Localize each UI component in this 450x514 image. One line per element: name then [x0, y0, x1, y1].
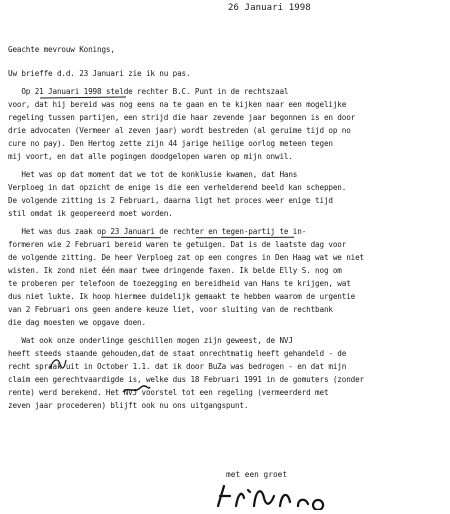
body-line: rente) werd berekend. Het NVJ voorstel tot een regeling (vermeerderd met	[8, 388, 329, 397]
body-line: De volgende zitting is 2 Februari, daarna ligt het proces weer enige tijd	[8, 196, 333, 205]
body-line: Het was op dat moment dat we tot de konklusie kwamen, dat Hans	[8, 170, 298, 179]
letter-date: 26 Januari 1998	[228, 3, 311, 13]
handwritten-correction	[120, 383, 152, 397]
body-line: wisten. Ik zond niet één maar twee dringende faxen. Ik belde Elly S. nog om	[8, 266, 342, 275]
underline-mark	[196, 237, 294, 239]
body-line: te proberen per telefoon de toezegging en bereidheid van Hans te krijgen, wat	[8, 279, 351, 288]
underline-mark	[101, 237, 161, 238]
body-line: mij voort, en dat alle pogingen doodgelopen waren op mijn onwil.	[8, 152, 293, 161]
body-line: Verploeg in dat opzicht de enige is die een verhelderend beeld kan scheppen.	[8, 183, 347, 192]
body-line: Het was dus zaak op 23 Januari de rechter en tegen-partij te in-	[8, 227, 307, 236]
body-line: cure no pay). Den Hertog zette zijn 44 jarige heilige oorlog meteen tegen	[8, 139, 333, 148]
body-line: stil omdat ik geopereerd moet worden.	[8, 209, 173, 218]
body-line: Uw brieffe d.d. 23 Januari zie ik nu pas.	[8, 69, 191, 78]
body-line: de volgende zitting. De heer Verploeg zat op een congres in Den Haag wat we niet	[8, 253, 365, 262]
salutation: Geachte mevrouw Konings,	[8, 45, 115, 54]
closing-greeting: met een groet	[226, 470, 288, 479]
body-line: regeling tussen partijen, een strijd die haar zevende jaar begonnen is en door	[8, 113, 356, 122]
body-line: Wat ook onze onderlinge geschillen mogen zijn geweest, de NVJ	[8, 336, 293, 345]
underline-mark	[40, 97, 126, 99]
body-line: zeven jaar procederen) blijft ook nu ons uitgangspunt.	[8, 401, 249, 410]
body-line: recht spraak uit in October 1.1. dat ik door BuZa was bedrogen - en dat mijn	[8, 362, 347, 371]
body-line: Op 21 Januari 1998 stelde rechter B.C. Punt in de rechtszaal	[8, 87, 289, 96]
handwritten-correction	[48, 356, 68, 372]
body-line: formeren wie 2 Februari bereid waren te getuigen. Dat is de laatste dag voor	[8, 240, 347, 249]
body-line: drie advocaten (Vermeer al zeven jaar) wordt bestreden (al geruime tijd op no	[8, 126, 351, 135]
body-line: claim een gerechtvaardigde is, welke dus 18 Februari 1991 in de gomuters (zonder	[8, 375, 365, 384]
body-line: die dag moesten we opgave doen.	[8, 318, 146, 327]
body-line: voor, dat hij bereid was nog eens na te gaan en te kijken naar een mogelijke	[8, 100, 347, 109]
body-line: van 2 Februari ons geen andere keuze liet, voor sluiting van de rechtbank	[8, 305, 333, 314]
body-line: heeft steeds staande gehouden,dat de staat onrechtmatig heeft gehandeld - de	[8, 349, 347, 358]
body-line: dus niet lukte. Ik hoop hiermee duidelijk gemaakt te hebben waarom de urgentie	[8, 292, 356, 301]
handwritten-signature	[214, 484, 334, 514]
